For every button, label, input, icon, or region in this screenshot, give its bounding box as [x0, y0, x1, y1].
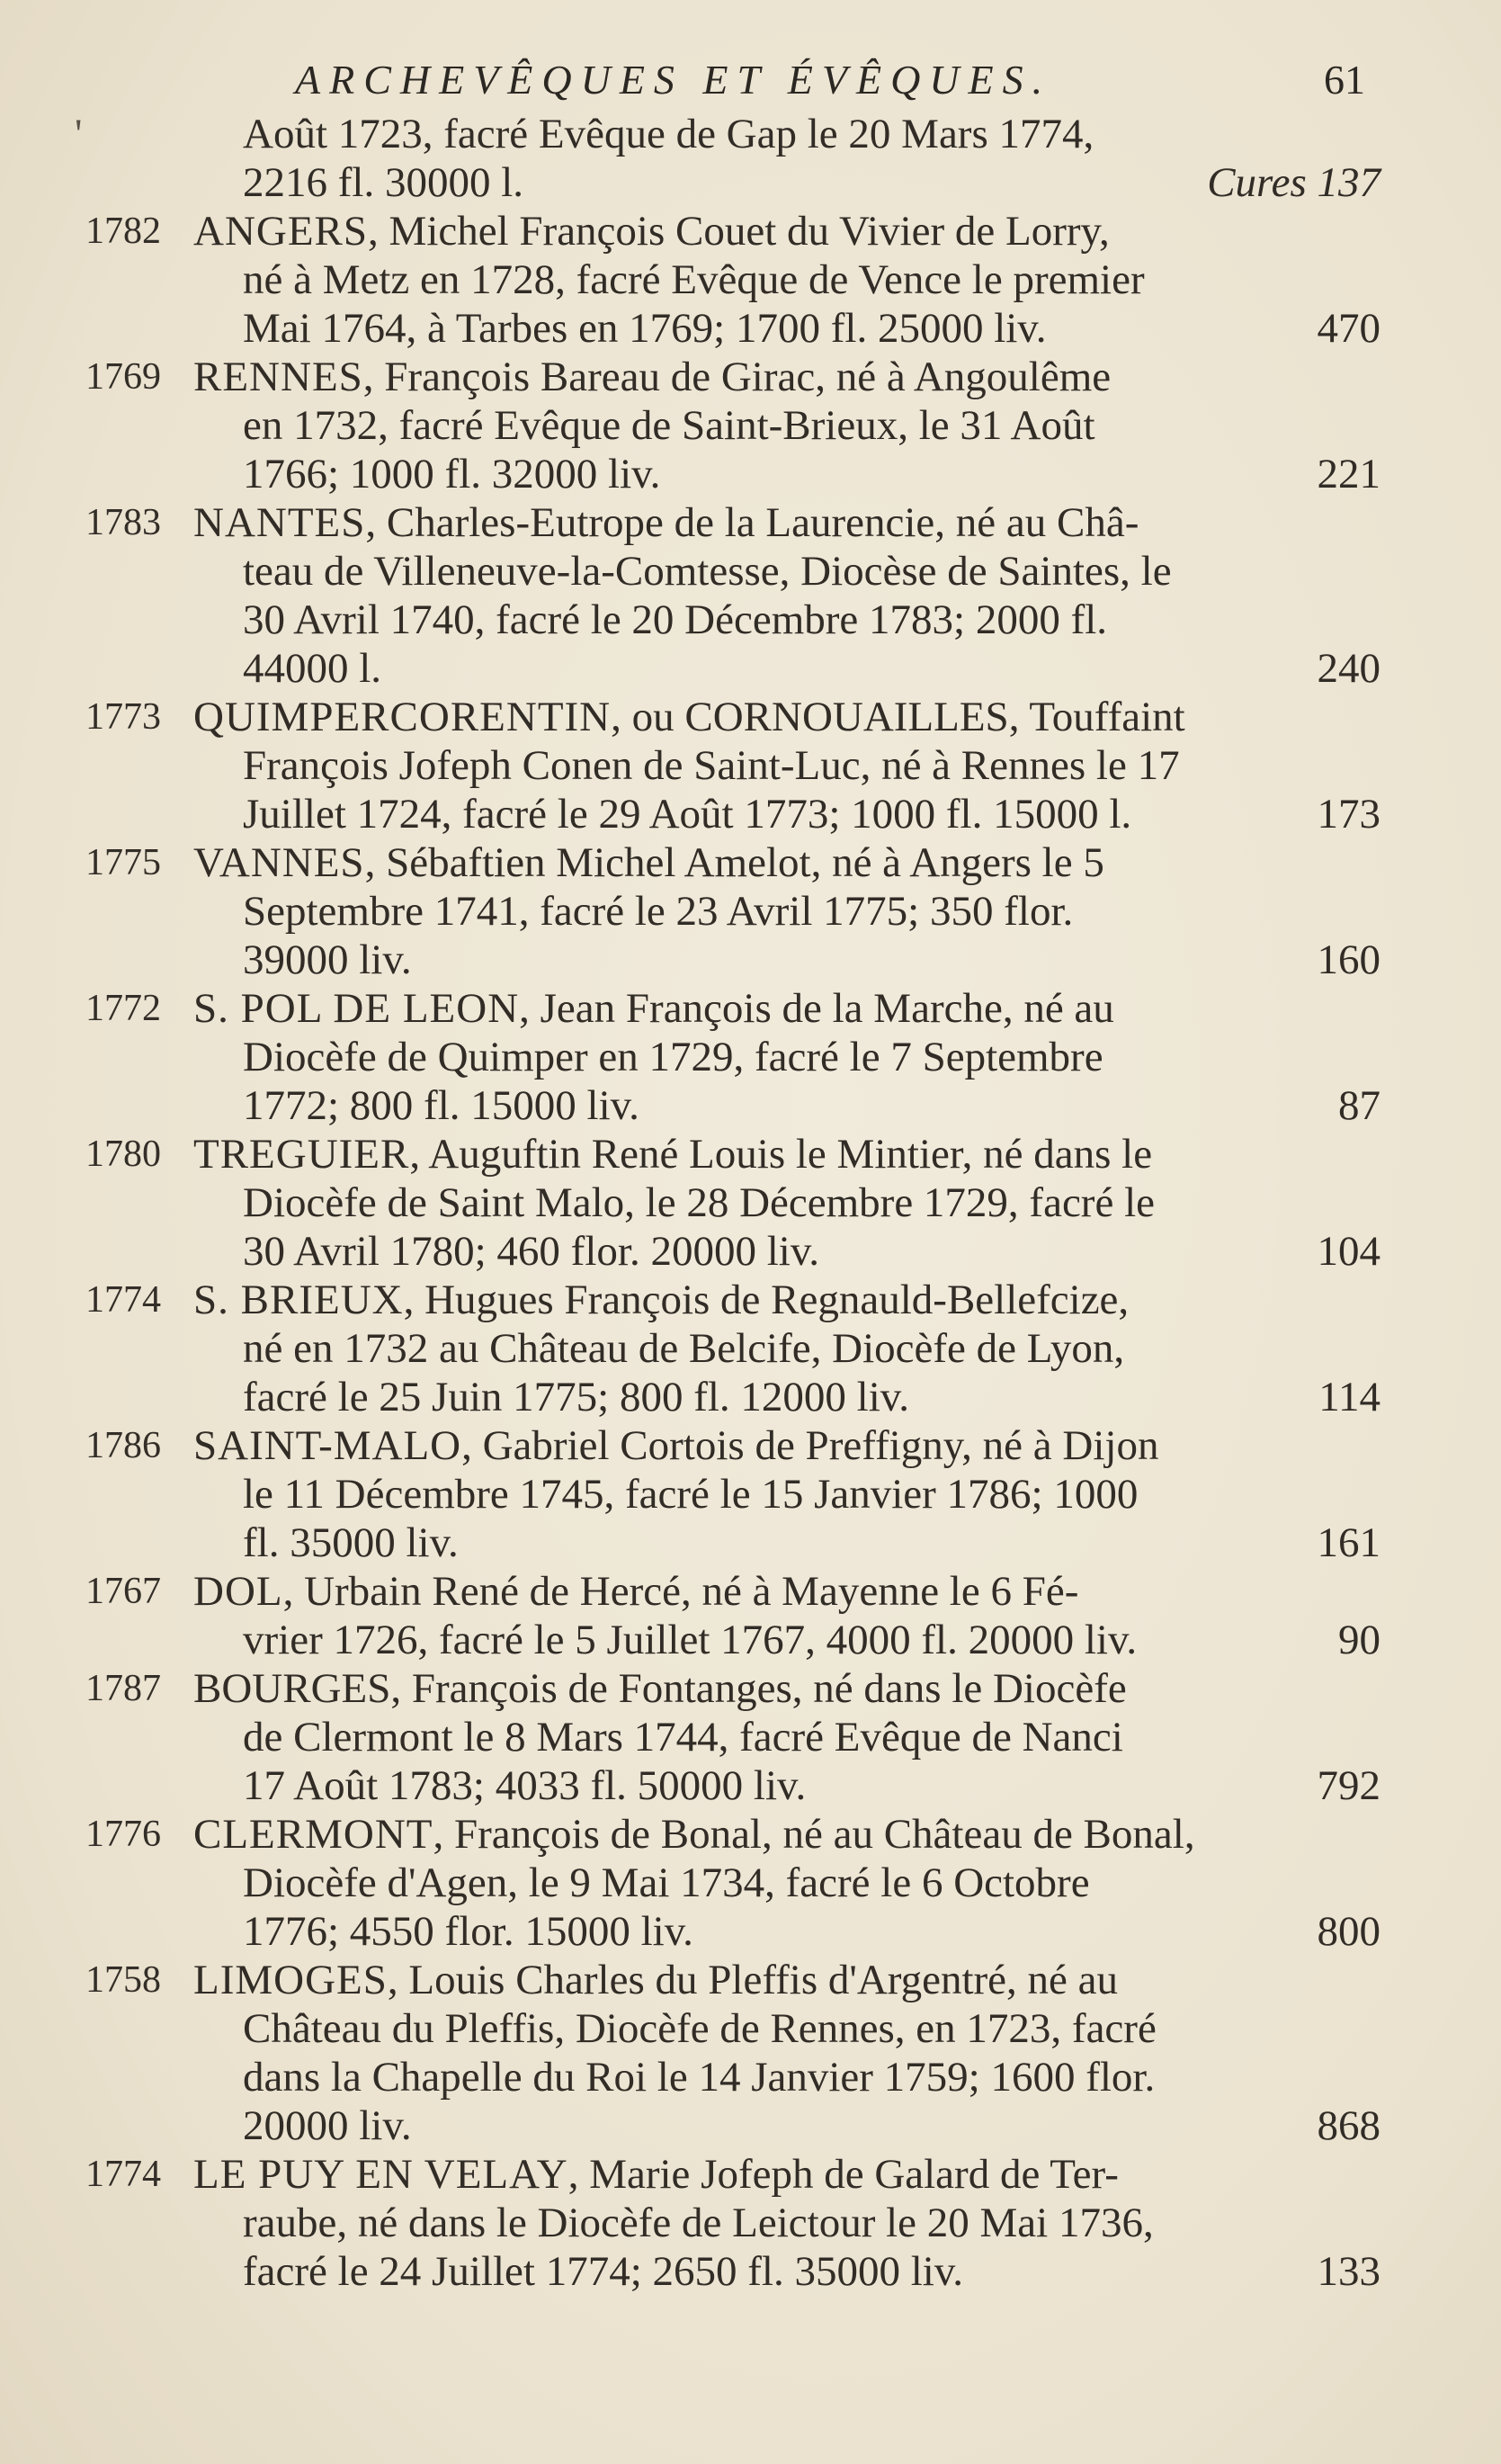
text-line: [85, 1859, 1380, 1907]
diocese-entry-line: [85, 693, 1380, 741]
text-line: [85, 1227, 1380, 1276]
diocese-name: LIMOGES: [193, 1957, 388, 2003]
text-line: [85, 2101, 1380, 2150]
margin-year: 1774: [85, 2154, 161, 2195]
text-line: [85, 450, 1380, 498]
text-line: [85, 887, 1380, 936]
margin-mark: ': [75, 111, 83, 157]
line-text: Septembre 1741, facré le 23 Avril 1775; 350 flor.: [243, 888, 1074, 935]
line-text: [193, 838, 1380, 887]
diocese-entry-line: [85, 984, 1380, 1033]
diocese-name: NANTES: [193, 499, 366, 546]
text-line: [85, 1178, 1380, 1227]
line-text: né à Metz en 1728, facré Evêque de Vence le premier: [243, 256, 1145, 303]
line-text: [193, 1276, 1380, 1324]
entry-text: , Sébaftien Michel Amelot, né à Angers le 5: [364, 839, 1104, 886]
text-line: [85, 1616, 1380, 1664]
diocese-entry-line: [85, 498, 1380, 547]
diocese-name: TREGUIER: [193, 1131, 410, 1178]
line-text: 30 Avril 1780; 460 flor. 20000 liv.: [243, 1228, 820, 1275]
margin-year: 1769: [85, 356, 161, 398]
margin-year: 1775: [85, 842, 161, 883]
text-line: [85, 644, 1380, 693]
margin-year: 1767: [85, 1571, 161, 1612]
line-text: [193, 1130, 1380, 1178]
margin-year: 1758: [85, 1959, 161, 2001]
line-text: facré le 25 Juin 1775; 800 fl. 12000 liv.: [243, 1374, 909, 1420]
line-text: François Jofeph Conen de Saint-Luc, né à Rennes le 17: [243, 742, 1180, 789]
margin-year: 1786: [85, 1425, 161, 1466]
text-line: [85, 401, 1380, 450]
text-line: [85, 1033, 1380, 1081]
line-text: Diocèfe d'Agen, le 9 Mai 1734, facré le 6 Octobre: [243, 1859, 1090, 1906]
diocese-entry-line: [85, 1276, 1380, 1324]
line-text: [193, 2150, 1380, 2199]
diocese-name: S. BRIEUX: [193, 1277, 404, 1323]
right-number: 868: [1317, 2102, 1380, 2149]
page-number: 61: [1324, 57, 1365, 103]
entry-text: , Auguftin René Louis le Mintier, né dans le: [409, 1131, 1153, 1178]
running-title: ARCHEVÊQUES ET ÉVÊQUES.: [295, 57, 1052, 103]
diocese-entry-line: [85, 1567, 1380, 1616]
text-line: [85, 790, 1380, 838]
line-text: [193, 1421, 1380, 1470]
line-text: 1772; 800 fl. 15000 liv.: [243, 1082, 639, 1129]
entry-text: , Michel François Couet du Vivier de Lorry,: [368, 208, 1110, 255]
line-text: 30 Avril 1740, facré le 20 Décembre 1783; 2000 fl.: [243, 596, 1108, 643]
diocese-entry-line: [85, 838, 1380, 887]
diocese-name: SAINT-MALO: [193, 1422, 462, 1469]
entry-text: , François Bareau de Girac, né à Angoulême: [362, 354, 1112, 400]
diocese-entry-line: [85, 2150, 1380, 2199]
line-text: né en 1732 au Château de Belcife, Diocèfe de Lyon,: [243, 1325, 1125, 1372]
entry-text: , Urbain René de Hercé, né à Mayenne le 6 Fé-: [282, 1568, 1079, 1615]
line-text: Juillet 1724, facré le 29 Août 1773; 1000 fl. 15000 l.: [243, 791, 1132, 838]
diocese-name: DOL: [193, 1568, 283, 1615]
line-text: de Clermont le 8 Mars 1744, facré Evêque de Nanci: [243, 1714, 1123, 1761]
diocese-name: QUIMPERCORENTIN: [193, 694, 612, 740]
entry-text: , François de Bonal, né au Château de Bonal,: [433, 1811, 1195, 1858]
text-line: [85, 158, 1380, 207]
line-text: 1776; 4550 flor. 15000 liv.: [243, 1908, 693, 1955]
diocese-name: CLERMONT: [193, 1811, 433, 1858]
diocese-name: ANGERS: [193, 208, 369, 255]
entry-text: , François de Fontanges, né dans le Diocèfe: [390, 1665, 1127, 1712]
right-number: 114: [1318, 1374, 1380, 1420]
margin-year: 1774: [85, 1279, 161, 1321]
diocese-name: BOURGES: [193, 1665, 391, 1712]
text-line: [85, 936, 1380, 984]
line-text: Château du Pleffis, Diocèfe de Rennes, en 1723, facré: [243, 2005, 1157, 2052]
diocese-entry-line: [85, 1130, 1380, 1178]
right-note: Cures 137: [1207, 159, 1380, 206]
entry-text: , Jean François de la Marche, né au: [519, 985, 1114, 1032]
line-text: raube, né dans le Diocèfe de Leictour le 20 Mai 1736,: [243, 2200, 1154, 2246]
text-line: [85, 2004, 1380, 2053]
diocese-entry-line: [85, 353, 1380, 401]
diocese-entry-line: [85, 207, 1380, 255]
line-text: [193, 984, 1380, 1033]
text-line: [85, 1519, 1380, 1567]
right-number: 792: [1317, 1762, 1380, 1809]
text-line: [85, 1761, 1380, 1810]
line-text: vrier 1726, facré le 5 Juillet 1767, 4000 fl. 20000 liv.: [243, 1617, 1138, 1663]
entry-text: , Gabriel Cortois de Preffigny, né à Dijon: [461, 1422, 1159, 1469]
line-text: Diocèfe de Quimper en 1729, facré le 7 Septembre: [243, 1034, 1103, 1080]
text-line: [85, 304, 1380, 353]
line-text: fl. 35000 liv.: [243, 1519, 459, 1566]
text-line: [85, 255, 1380, 304]
line-text: 2216 fl. 30000 l.: [243, 159, 524, 206]
line-text: facré le 24 Juillet 1774; 2650 fl. 35000 liv.: [243, 2248, 964, 2295]
right-number: 173: [1317, 791, 1380, 838]
text-line: [85, 547, 1380, 596]
line-text: teau de Villeneuve-la-Comtesse, Diocèse de Saintes, le: [243, 548, 1172, 595]
text-line: [85, 741, 1380, 790]
margin-year: 1780: [85, 1133, 161, 1175]
text-line: [85, 1713, 1380, 1761]
margin-year: 1772: [85, 988, 161, 1029]
text-line: [85, 1470, 1380, 1519]
line-text: Août 1723, facré Evêque de Gap le 20 Mars 1774,: [243, 111, 1094, 157]
entry-text: , Charles-Eutrope de la Laurencie, né au Châ-: [365, 499, 1139, 546]
right-number: 221: [1317, 451, 1380, 497]
diocese-entry-line: [85, 1664, 1380, 1713]
right-number: 90: [1338, 1617, 1380, 1663]
right-number: 160: [1317, 936, 1380, 983]
line-text: [193, 693, 1380, 741]
line-text: [193, 498, 1380, 547]
line-text: [193, 207, 1380, 255]
margin-year: 1787: [85, 1668, 161, 1709]
text-line: [85, 2199, 1380, 2247]
margin-year: 1776: [85, 1814, 161, 1855]
line-text: [193, 1810, 1380, 1859]
diocese-name: VANNES: [193, 839, 365, 886]
line-text: Diocèfe de Saint Malo, le 28 Décembre 1729, facré le: [243, 1179, 1155, 1226]
right-number: 470: [1317, 305, 1380, 352]
margin-year: 1782: [85, 211, 161, 252]
line-text: [193, 353, 1380, 401]
diocese-name: RENNES: [193, 354, 363, 400]
right-number: 104: [1317, 1228, 1380, 1275]
diocese-name: LE PUY EN VELAY: [193, 2151, 568, 2198]
right-number: 161: [1317, 1519, 1380, 1566]
line-text: [193, 1664, 1380, 1713]
diocese-name: S. POL DE LEON: [193, 985, 520, 1032]
diocese-entry-line: [85, 1956, 1380, 2004]
line-text: 44000 l.: [243, 645, 382, 692]
entry-text: , Hugues François de Regnauld-Bellefcize,: [403, 1277, 1130, 1323]
text-line: [85, 596, 1380, 644]
line-text: en 1732, facré Evêque de Saint-Brieux, le 31 Août: [243, 402, 1095, 449]
margin-year: 1773: [85, 696, 161, 738]
diocese-entry-line: [85, 1421, 1380, 1470]
right-number: 133: [1317, 2248, 1380, 2295]
margin-year: 1783: [85, 502, 161, 543]
line-text: [193, 1956, 1380, 2004]
line-text: 39000 liv.: [243, 936, 412, 983]
entry-text: , ou CORNOUAILLES, Touffaint: [611, 694, 1185, 740]
text-line: [85, 2053, 1380, 2101]
text-line: [75, 110, 1380, 158]
entry-text: , Louis Charles du Pleffis d'Argentré, né au: [387, 1957, 1118, 2003]
entry-text: , Marie Jofeph de Galard de Ter-: [567, 2151, 1119, 2198]
text-line: [85, 1081, 1380, 1130]
line-text: le 11 Décembre 1745, facré le 15 Janvier 1786; 1000: [243, 1471, 1139, 1518]
right-number: 240: [1317, 645, 1380, 692]
text-line: [85, 1373, 1380, 1421]
right-number: 87: [1338, 1082, 1380, 1129]
text-line: [85, 2247, 1380, 2296]
line-text: 20000 liv.: [243, 2102, 412, 2149]
line-text: dans la Chapelle du Roi le 14 Janvier 1759; 1600 flor.: [243, 2054, 1156, 2101]
line-text: [193, 1567, 1380, 1616]
line-text: 17 Août 1783; 4033 fl. 50000 liv.: [243, 1762, 807, 1809]
text-line: [85, 1324, 1380, 1373]
text-column: [75, 110, 1380, 2296]
text-line: [85, 1907, 1380, 1956]
diocese-entry-line: [85, 1810, 1380, 1859]
line-text: Mai 1764, à Tarbes en 1769; 1700 fl. 25000 liv.: [243, 305, 1047, 352]
right-number: 800: [1317, 1908, 1380, 1955]
line-text: 1766; 1000 fl. 32000 liv.: [243, 451, 661, 497]
